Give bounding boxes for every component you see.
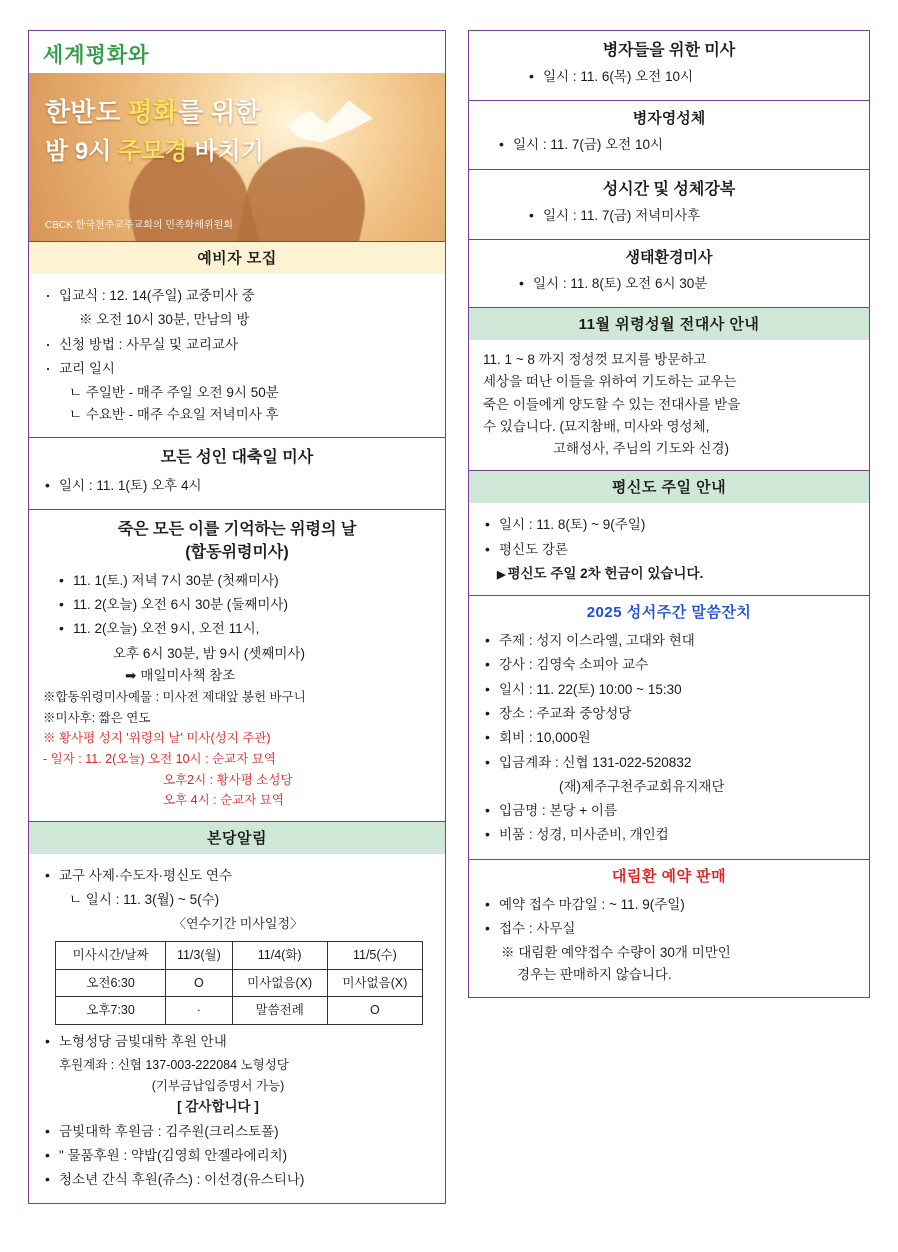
- indulgence-line-2: 세상을 떠난 이들을 위하여 기도하는 교우는: [483, 374, 737, 390]
- list-item: · 교리 일시: [43, 358, 433, 380]
- all-souls-box: [28, 510, 446, 822]
- catechumen-list: [43, 285, 433, 307]
- list-item: • 교구 사제·수도자·평신도 연수: [43, 865, 433, 887]
- all-souls-red-1: ※ 황사평 성지 '위령의 날' 미사(성지 주관): [43, 731, 271, 746]
- donation-receipt-note: (기부금납입증명서 가능): [151, 1078, 285, 1093]
- laity-sunday-collection: ▶ 평신도 주일 2차 헌금이 있습니다.: [483, 563, 857, 585]
- list-item: • 일시 : 11. 8(토) 오전 6시 30분: [517, 273, 857, 295]
- poster-text: [45, 95, 264, 168]
- laity-sunday-title: 평신도 주일 안내: [469, 471, 869, 503]
- advent-wreath-box: [468, 860, 870, 998]
- holy-hour-list: [483, 205, 857, 227]
- list-item: • 입금계좌 : 신협 131-022-520832: [483, 752, 857, 774]
- sick-communion-body: [469, 134, 869, 168]
- table-cell: O: [327, 997, 422, 1025]
- all-souls-title-1: 죽은 모든 이를 기억하는 위령의 날: [117, 520, 357, 538]
- indulgence-line-1: 11. 1 ~ 8 까지 정성껏 묘지를 방문하고: [483, 352, 707, 368]
- table-header-cell: 미사시간/날짜: [56, 941, 166, 969]
- sick-communion-box: [468, 101, 870, 169]
- all-saints-list: [43, 475, 433, 497]
- donation-account: 후원계좌 : 신협 137-003-222084 노형성당: [59, 1058, 289, 1073]
- all-saints-body: [29, 471, 445, 509]
- sick-communion-list: [483, 134, 857, 156]
- indulgence-title: 11월 위령성월 전대사 안내: [469, 308, 869, 340]
- list-item: • 일시 : 11. 6(목) 오전 10시: [527, 66, 857, 88]
- poster-line-2: 밤 9시 주모경 바치기: [45, 138, 264, 166]
- catechumen-box: [28, 242, 446, 438]
- laity-sunday-body: [469, 503, 869, 595]
- all-souls-red-3: 오후2시 : 황사평 소성당: [163, 772, 293, 787]
- all-souls-continued: 오후 6시 30분, 밤 9시 (셋째미사): [113, 645, 305, 661]
- catechumen-sub-wednesday: ㄴ 수요반 - 매주 수요일 저녁미사 후: [69, 407, 279, 423]
- parish-notice-box: [28, 822, 446, 1204]
- indulgence-body: [469, 340, 869, 470]
- list-item: • 일시 : 11. 22(토) 10:00 ~ 15:30: [483, 679, 857, 701]
- parish-notice-list-2: [43, 1031, 433, 1053]
- all-souls-list: [43, 570, 433, 641]
- all-souls-title-2: (합동위령미사): [185, 543, 289, 561]
- catechumen-title: 예비자 모집: [29, 242, 445, 274]
- poster-organization: CBCK 한국천주교주교회의 민족화해위원회: [45, 220, 233, 231]
- bible-week-list-2: [483, 800, 857, 847]
- advent-wreath-list: [483, 894, 857, 941]
- table-header-row: [56, 941, 423, 969]
- list-item: • 11. 1(토.) 저녁 7시 30분 (첫째미사): [57, 570, 433, 592]
- laity-sunday-list: [483, 514, 857, 561]
- catechumen-list-2: [43, 334, 433, 381]
- poster-line-1: 한반도 평화를 위한: [45, 97, 261, 127]
- sick-communion-title: 병자영성체: [632, 110, 706, 128]
- table-row: [56, 969, 423, 997]
- list-item: • 노형성당 금빛대학 후원 안내: [43, 1031, 433, 1053]
- sick-mass-box: [468, 30, 870, 101]
- laity-sunday-box: [468, 471, 870, 596]
- holy-hour-box: [468, 170, 870, 240]
- list-item: • 11. 2(오늘) 오전 9시, 오전 11시,: [57, 618, 433, 640]
- catechumen-body: [29, 274, 445, 437]
- all-souls-body: [29, 566, 445, 821]
- list-item: • 일시 : 11. 1(토) 오후 4시: [43, 475, 433, 497]
- eco-mass-title: 생태환경미사: [625, 248, 713, 266]
- eco-mass-box: [468, 240, 870, 308]
- list-item: • 일시 : 11. 7(금) 저녁미사후: [527, 205, 857, 227]
- indulgence-line-3: 죽은 이들에게 양도할 수 있는 전대사를 받을: [483, 396, 741, 412]
- parish-notice-title: 본당알림: [29, 822, 445, 854]
- right-column: [468, 30, 870, 1226]
- eco-mass-list: [483, 273, 857, 295]
- table-cell: 오후7:30: [56, 997, 166, 1025]
- list-item: • 장소 : 주교좌 중앙성당: [483, 703, 857, 725]
- table-cell: ·: [166, 997, 232, 1025]
- bible-week-title: 2025 성서주간 말씀잔치: [469, 596, 869, 628]
- indulgence-box: [468, 308, 870, 471]
- catechumen-sub-sunday: ㄴ 주일반 - 매주 주일 오전 9시 50분: [69, 385, 279, 401]
- advent-wreath-note-2: 경우는 판매하지 않습니다.: [517, 967, 672, 983]
- list-item: • 금빛대학 후원금 : 김주원(크리스토폴): [43, 1121, 433, 1143]
- all-souls-note-2: ※미사후: 짧은 연도: [43, 710, 151, 725]
- table-cell: 미사없음(X): [327, 969, 422, 997]
- list-item: • 강사 : 김영숙 소피아 교수: [483, 654, 857, 676]
- holy-hour-body: [469, 205, 869, 239]
- table-cell: 말씀전례: [232, 997, 327, 1025]
- holy-hour-title: 성시간 및 성체강복: [602, 180, 736, 198]
- list-item: • " 물품후원 : 약밥(김영희 안젤라에리치): [43, 1145, 433, 1167]
- list-item: • 주제 : 성지 이스라엘, 고대와 현대: [483, 630, 857, 652]
- advent-wreath-body: [469, 894, 869, 997]
- table-caption: 〈연수기간 미사일정〉: [172, 916, 304, 932]
- table-cell: 오전6:30: [56, 969, 166, 997]
- list-item: • 평신도 강론: [483, 539, 857, 561]
- table-row: [56, 997, 423, 1025]
- table-header-cell: 11/3(월): [166, 941, 232, 969]
- banner-title: 세계평화와: [43, 44, 150, 67]
- list-item: • 일시 : 11. 8(토) ~ 9(주일): [483, 514, 857, 536]
- sick-mass-body: [469, 66, 869, 100]
- parish-notice-body: [29, 854, 445, 1203]
- bible-week-body: [469, 630, 869, 858]
- catechumen-note: ※ 오전 10시 30분, 만남의 방: [79, 312, 250, 328]
- table-cell: 미사없음(X): [232, 969, 327, 997]
- sick-mass-list: [483, 66, 857, 88]
- all-saints-box: [28, 438, 446, 510]
- table-header-cell: 11/4(화): [232, 941, 327, 969]
- peace-poster-image: [29, 73, 445, 241]
- list-item: • 입금명 : 본당 + 이름: [483, 800, 857, 822]
- all-saints-title: 모든 성인 대축일 미사: [160, 448, 314, 466]
- list-item: • 청소년 간식 후원(쥬스) : 이선경(유스티나): [43, 1169, 433, 1191]
- indulgence-line-5: 고해성사, 주님의 기도와 신경): [553, 441, 729, 457]
- list-item: · 신청 방법 : 사무실 및 교리교사: [43, 334, 433, 356]
- all-souls-red-4: 오후 4시 : 순교자 묘역: [163, 793, 284, 808]
- eco-mass-body: [469, 273, 869, 307]
- advent-wreath-note-1: ※ 대림환 예약접수 수량이 30개 미만인: [501, 945, 731, 961]
- list-item: • 접수 : 사무실: [483, 918, 857, 940]
- table-header-cell: 11/5(수): [327, 941, 422, 969]
- bible-week-account-owner: (재)제주구천주교회유지재단: [559, 778, 725, 794]
- table-cell: O: [166, 969, 232, 997]
- mass-schedule-table: [55, 941, 423, 1025]
- list-item: • 비품 : 성경, 미사준비, 개인컵: [483, 824, 857, 846]
- all-souls-red-2: - 일자 : 11. 2(오늘) 오전 10시 : 순교자 묘역: [43, 752, 276, 767]
- advent-wreath-title: 대림환 예약 판매: [469, 860, 869, 892]
- parish-notice-list-3: [43, 1121, 433, 1192]
- list-item: • 회비 : 10,000원: [483, 727, 857, 749]
- list-item: • 예약 접수 마감일 : ~ 11. 9(주일): [483, 894, 857, 916]
- bible-week-box: [468, 596, 870, 859]
- mass-schedule-table-wrap: [43, 941, 433, 1025]
- all-souls-reference: ➡ 매일미사책 참조: [43, 665, 433, 687]
- thanks-text: [ 감사합니다 ]: [177, 1099, 259, 1115]
- sick-mass-title: 병자들을 위한 미사: [602, 42, 736, 59]
- list-item: · 입교식 : 12. 14(주일) 교중미사 중: [43, 285, 433, 307]
- peace-poster-box: [28, 30, 446, 242]
- bible-week-list: [483, 630, 857, 774]
- left-column: [28, 30, 446, 1226]
- training-date: ㄴ 일시 : 11. 3(월) ~ 5(수): [69, 892, 220, 908]
- indulgence-line-4: 수 있습니다. (묘지참배, 미사와 영성체,: [483, 418, 710, 434]
- all-souls-note-1: ※합동위령미사예물 : 미사전 제대앞 봉헌 바구니: [43, 690, 306, 705]
- parish-notice-list-1: [43, 865, 433, 887]
- list-item: • 11. 2(오늘) 오전 6시 30분 (둘째미사): [57, 594, 433, 616]
- list-item: • 일시 : 11. 7(금) 오전 10시: [497, 134, 857, 156]
